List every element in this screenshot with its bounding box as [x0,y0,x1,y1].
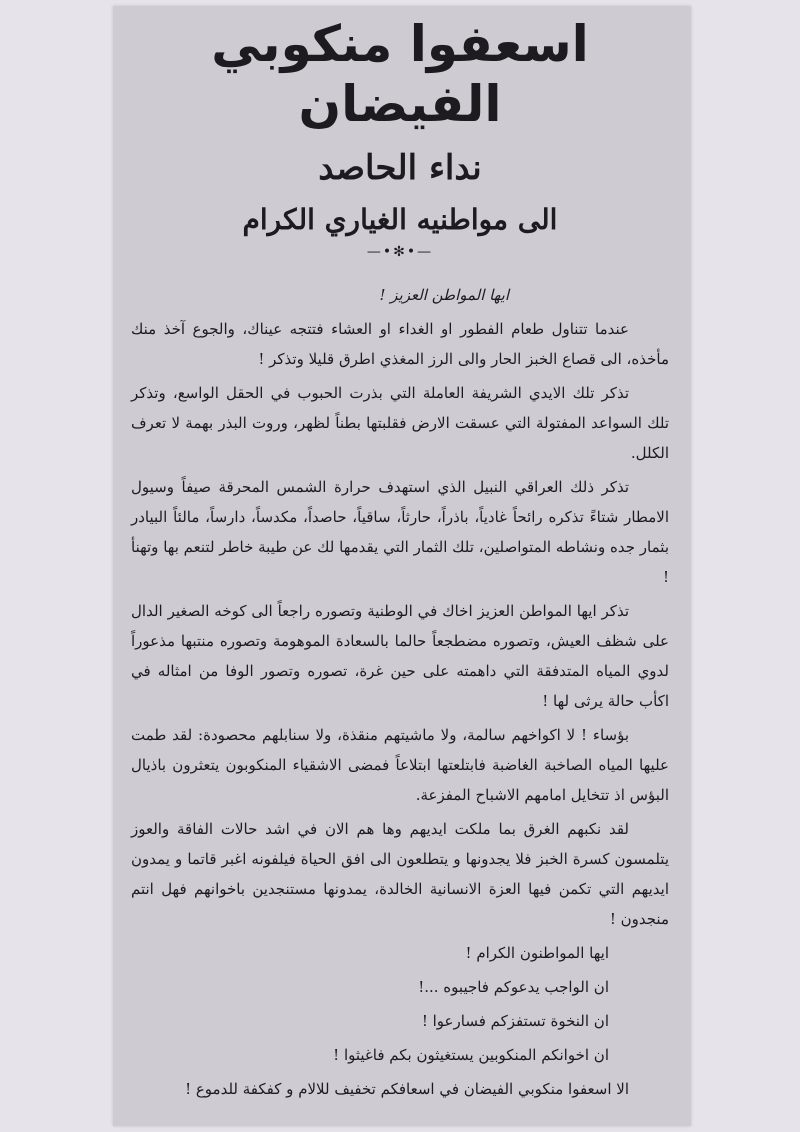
article-body [131,280,669,934]
ornament-divider: —•✻•— [366,244,434,260]
paragraph-4: تذكر ايها المواطن العزيز اخاك في الوطنية وتصوره راجعاً الى كوخه الصغير الدال على شظف العيش، وتصوره مضطجعاً حالما بالسعادة الموهومة وتصوره منتبها مذعوراً لدوي المياه المتدفقة التي داهمته على حين غرة، تصوره وتصور الوفا من امثاله في اكأب حالة يرثى لها ! [131,602,669,710]
closing-line-3: ان النخوة تستفزكم فسارعوا ! [421,1012,609,1030]
paragraph-3: تذكر ذلك العراقي النبيل الذي استهدف حرارة الشمس المحرقة صيفاً وسيول الامطار شتاءً تذكره رائحاً غادياً، باذراً، حارثاً، ساقياً، حاصداً، مكدساً، دارساً، مالئاً البيادر بثمار جده ونشاطه المتواصلين، تلك الثمار التي يقدمها لك عن طيبة خاطر لتنعم بها وتهنأ ! [131,478,669,586]
paragraph-5: بؤساء ! لا اكواخهم سالمة، ولا ماشيتهم منقذة، ولا سنابلهم محصودة: لقد طمت عليها المياه الصاخبة الغاضبة فابتلعتها ابتلاعاً فمضى الاشقياء المنكوبون يتعثرون باذيال البؤس اذ تتخايل امامهم الاشباح المفزعة. [131,726,669,804]
newspaper-page [113,6,691,1126]
page-subheadline: نداء الحاصد [318,148,482,188]
paragraph-2: تذكر تلك الايدي الشريفة العاملة التي بذرت الحبوب في الحقل الواسع، وتذكر تلك السواعد المفتولة التي عسقت الارض فقلبتها بطناً لظهر، وروت البذر بهمة لا تعرف الكلل. [131,384,669,462]
closing-line-5: الا اسعفوا منكوبي الفيضان في اسعافكم تخفيف للالام و كفكفة للدموع ! [185,1080,629,1098]
closing-line-1: ايها المواطنون الكرام ! [465,944,609,962]
paragraph-1: عندما تتناول طعام الفطور او الغداء او العشاء فتتجه عيناك، والجوع آخذ منك مأخذه، الى قصاع الخبز الحار والى الرز المغذي اطرق قليلا وتذكر ! [131,320,669,368]
paragraph-6: لقد نكبهم الغرق بما ملكت ايديهم وها هم الان في اشد حالات الفاقة والعوز يتلمسون كسرة الخبز فلا يجدونها و يتطلعون الى افق الحياة فيلفونه اغبر قاتما و يمدون ايديهم التي تكمن فيها العزة الانسانية الخالدة، يمدونها مستنجدين باخوانهم فهل انتم منجدون ! [131,820,669,928]
closing-line-2: ان الواجب يدعوكم فاجيبوه ...! [418,978,609,996]
page-address-line: الى مواطنيه الغياري الكرام [242,203,558,236]
closing-appeal [131,938,669,1104]
page-headline: اسعفوا منكوبي الفيضان [211,15,589,133]
closing-line-4: ان اخوانكم المنكوبين يستغيثون بكم فاغيثوا ! [333,1046,609,1064]
salutation: ايها المواطن العزيز ! [379,286,509,304]
